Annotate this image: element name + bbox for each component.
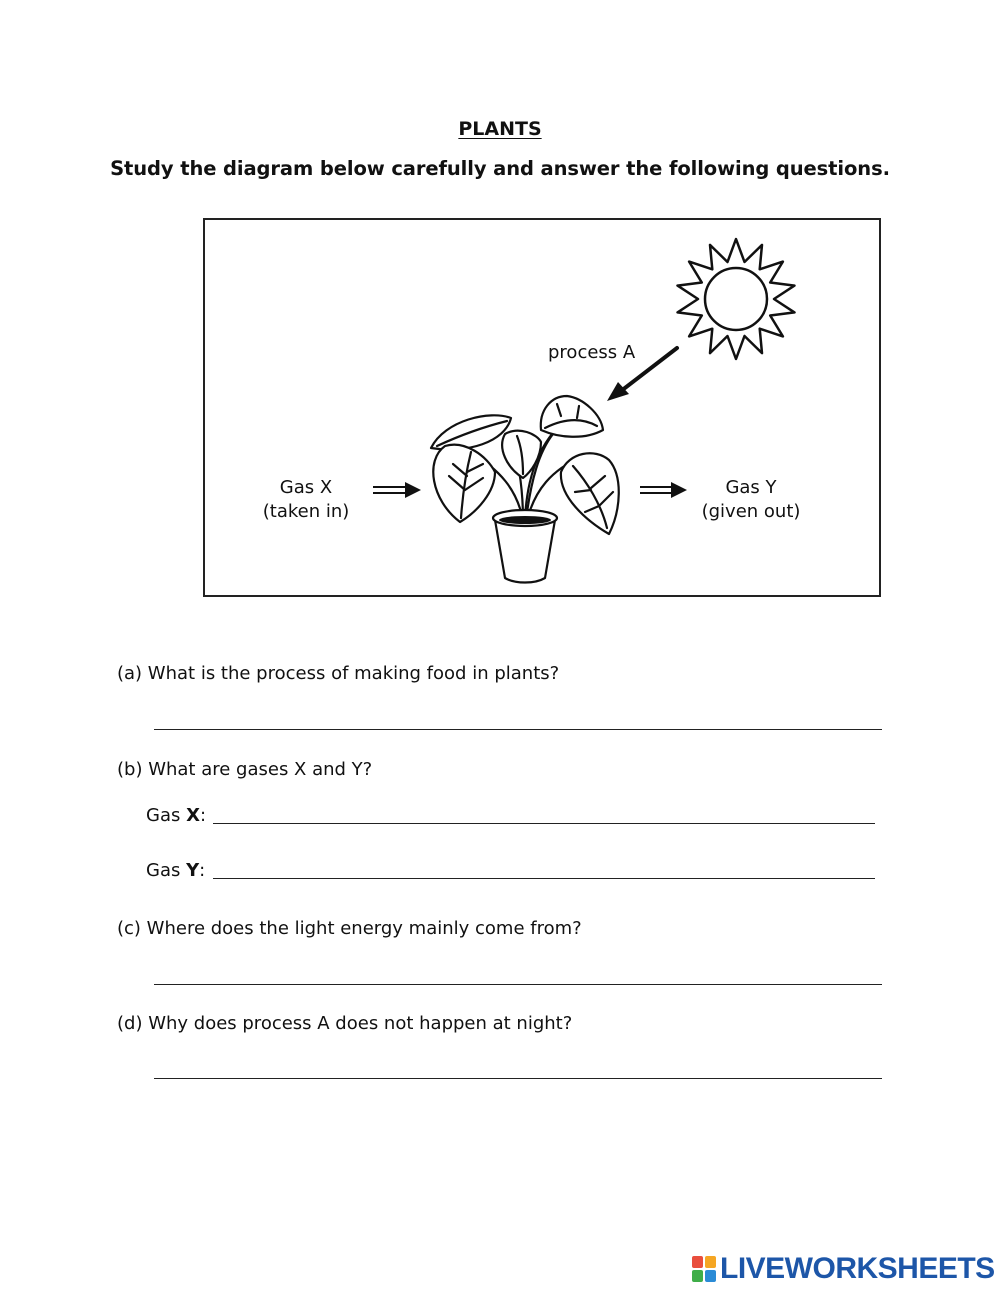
- answer-gas-x-line[interactable]: [213, 823, 875, 824]
- gas-y-prefix: Gas: [146, 860, 187, 881]
- page-title: PLANTS: [458, 118, 542, 140]
- question-c: (c) Where does the light energy mainly come from?: [117, 918, 582, 939]
- process-a-label: process A: [548, 342, 636, 363]
- question-a: (a) What is the process of making food in plants?: [117, 663, 560, 684]
- gas-y-arrow-icon: [640, 482, 687, 498]
- question-b: (b) What are gases X and Y?: [117, 759, 373, 780]
- gas-y-row: [146, 860, 205, 881]
- photosynthesis-diagram: [203, 218, 881, 597]
- logo-mark-icon: [692, 1256, 716, 1282]
- gas-x-prefix: Gas: [146, 805, 187, 826]
- gas-x-name: Gas X: [279, 477, 333, 498]
- gas-y-label: [693, 476, 809, 524]
- diagram-drawing: [205, 220, 883, 599]
- answer-a-line[interactable]: [154, 729, 882, 730]
- potted-plant-icon: [431, 396, 619, 583]
- sun-icon: [678, 239, 795, 359]
- answer-c-line[interactable]: [154, 984, 882, 985]
- gas-y-colon: :: [199, 860, 206, 881]
- instruction-text: Study the diagram below carefully and answer the following questions.: [110, 157, 890, 180]
- gas-x-label: [251, 476, 361, 524]
- liveworksheets-logo[interactable]: [692, 1254, 995, 1284]
- gas-x-row: [146, 805, 206, 826]
- gas-y-name: Gas Y: [725, 477, 777, 498]
- gas-x-note: (taken in): [262, 501, 350, 522]
- gas-x-colon: :: [199, 805, 207, 826]
- answer-d-line[interactable]: [154, 1078, 882, 1079]
- question-d: (d) Why does process A does not happen at night?: [117, 1013, 573, 1034]
- brand-name: LIVEWORKSHEETS: [720, 1252, 995, 1285]
- gas-x-arrow-icon: [373, 482, 421, 498]
- gas-y-letter: Y: [186, 860, 200, 881]
- gas-x-letter: X: [186, 805, 200, 826]
- answer-gas-y-line[interactable]: [213, 878, 875, 879]
- gas-y-note: (given out): [701, 501, 801, 522]
